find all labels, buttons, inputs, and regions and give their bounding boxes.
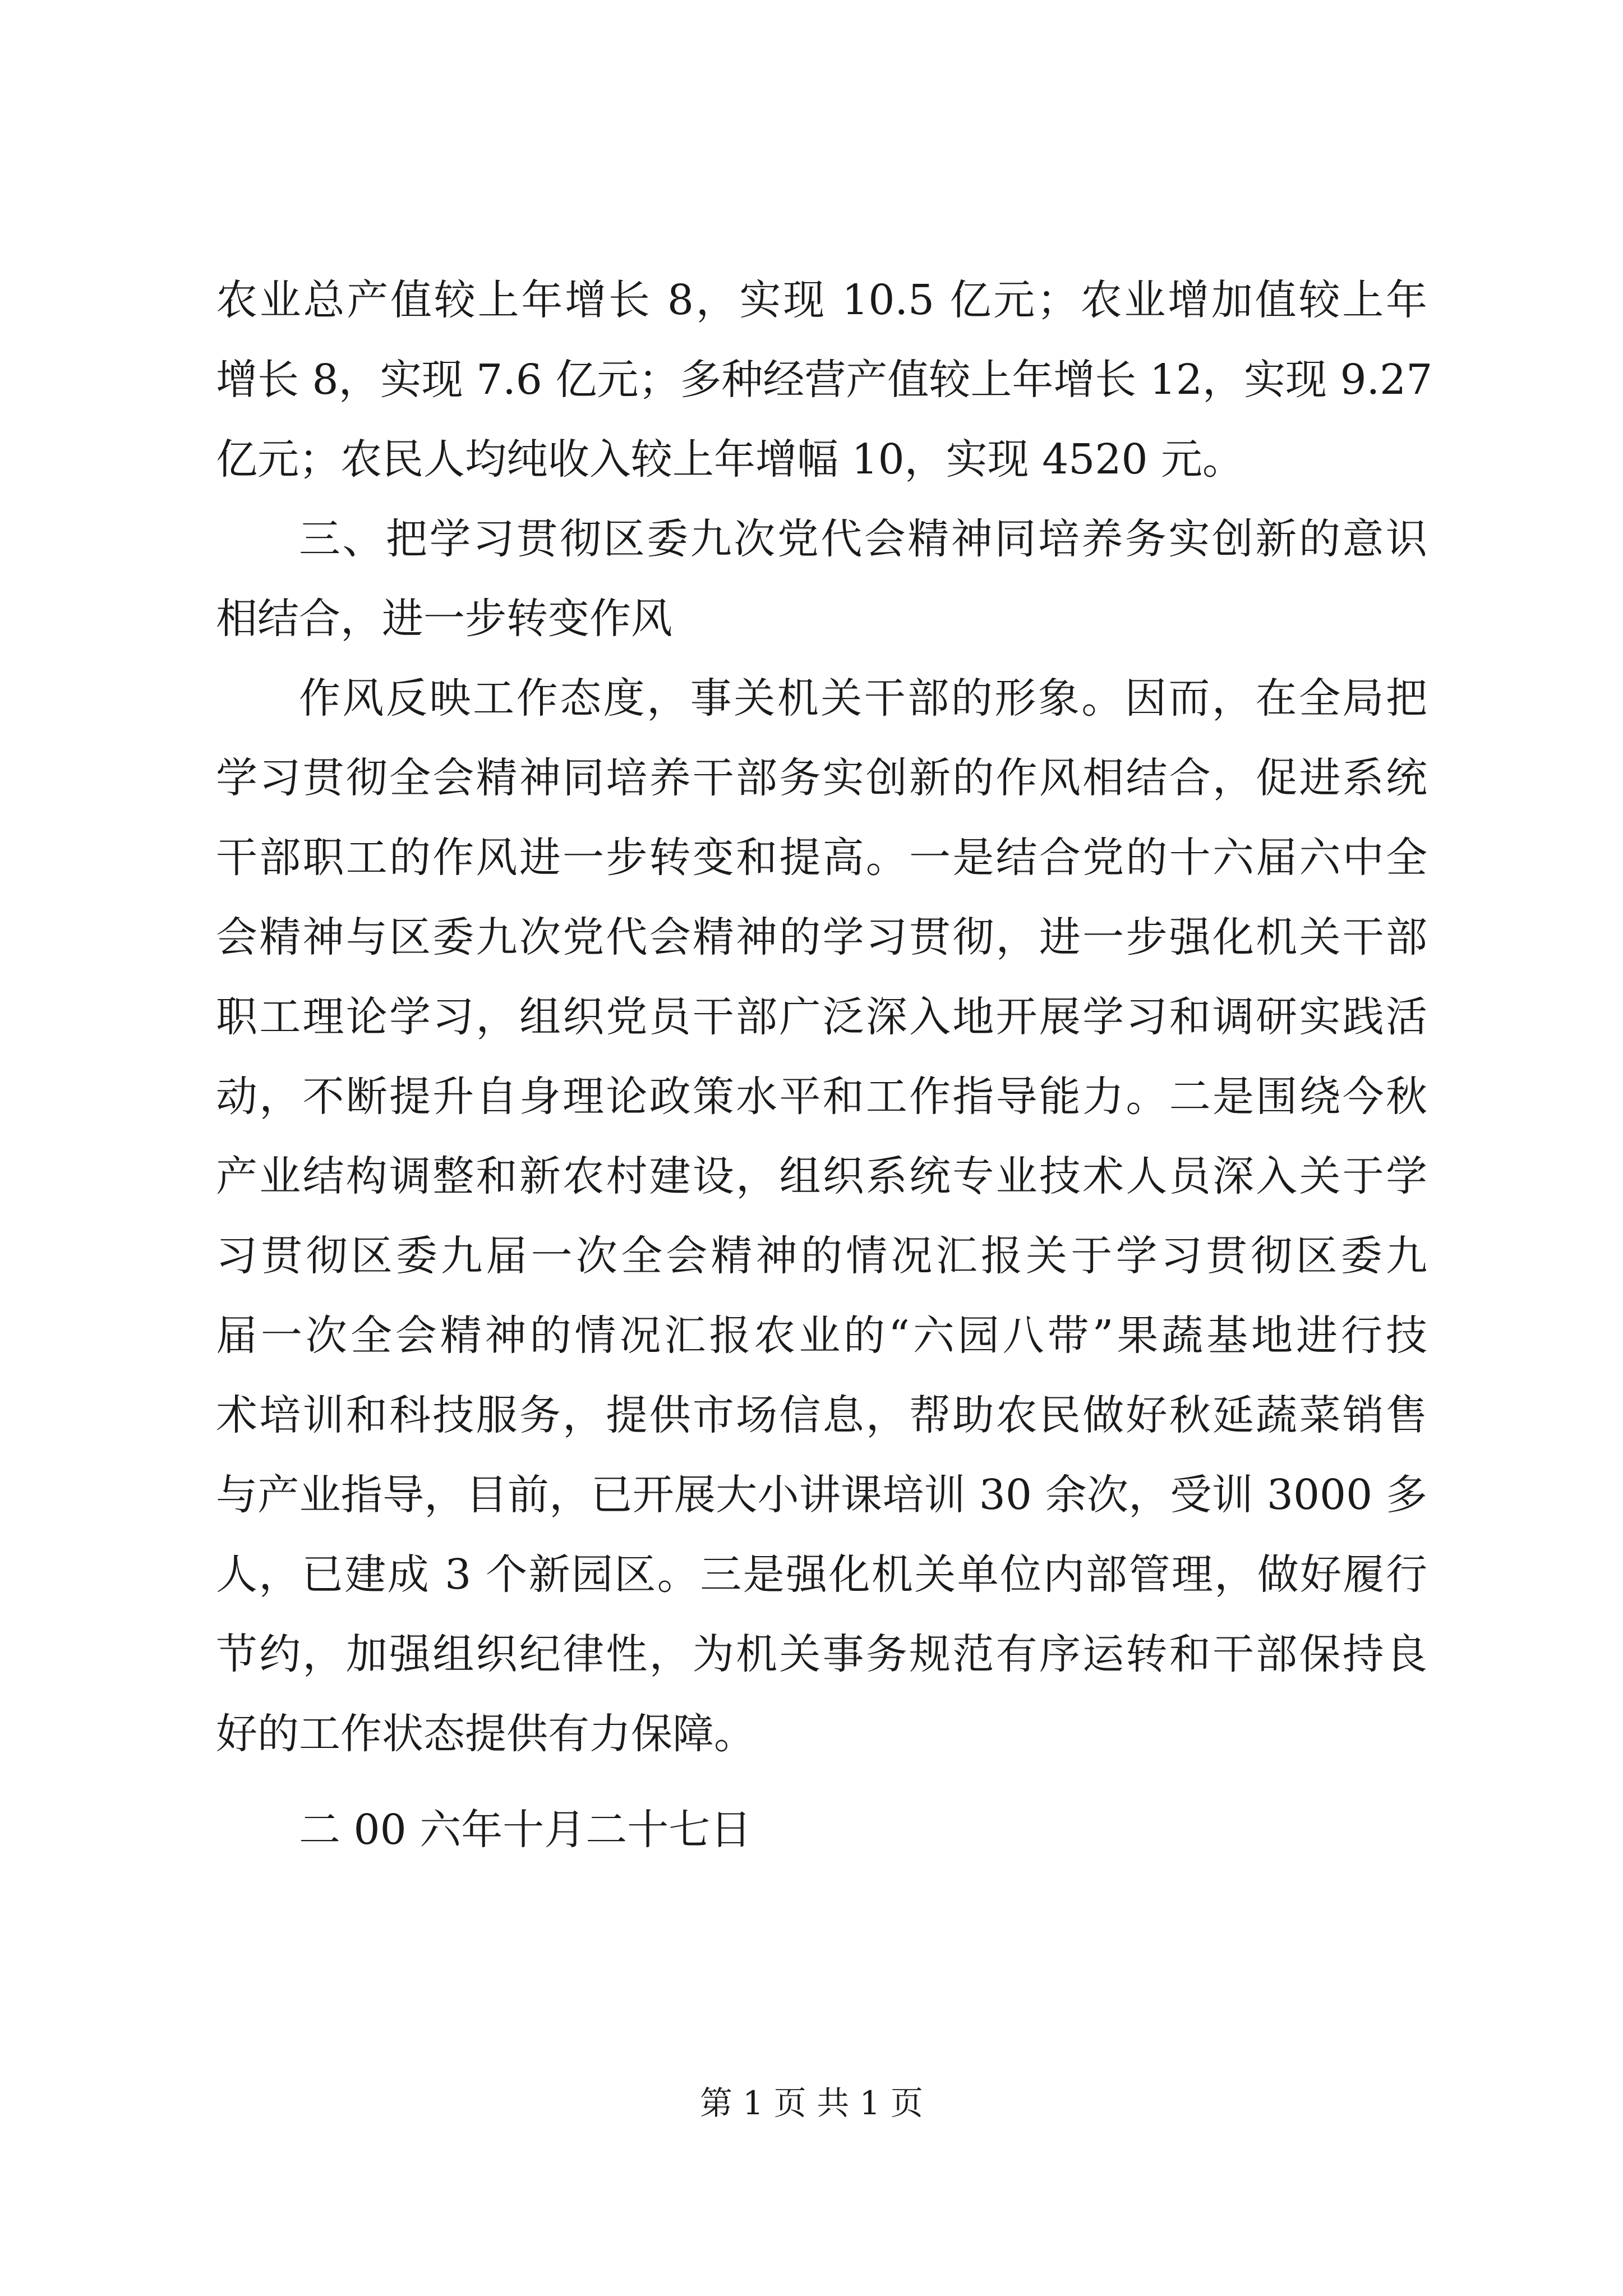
body-text-line: 增长 8，实现 7.6 亿元；多种经营产值较上年增长 12，实现 9.27 [216, 356, 1433, 404]
body-text-line: 会精神与区委九次党代会精神的学习贯彻，进一步强化机关干部 [216, 913, 1427, 961]
body-text-line: 动，不断提升自身理论政策水平和工作指导能力。二是围绕今秋 [216, 1073, 1427, 1121]
body-text-line: 作风反映工作态度，事关机关干部的形象。因而，在全局把 [299, 674, 1427, 723]
body-text-line: 学习贯彻全会精神同培养干部务实创新的作风相结合，促进系统 [216, 754, 1427, 802]
body-text-line: 节约，加强组织纪律性，为机关事务规范有序运转和干部保持良 [216, 1630, 1427, 1678]
body-text-line: 人，已建成 3 个新园区。三是强化机关单位内部管理，做好履行 [216, 1550, 1427, 1599]
body-text-line: 农业总产值较上年增长 8，实现 10.5 亿元；农业增加值较上年 [216, 276, 1427, 324]
body-text-line: 好的工作状态提供有力保障。 [216, 1710, 755, 1758]
body-text-line: 习贯彻区委九届一次全会精神的情况汇报关于学习贯彻区委九 [216, 1232, 1427, 1280]
body-text-line: 届一次全会精神的情况汇报农业的“六园八带”果蔬基地进行技 [216, 1312, 1427, 1360]
section-heading-line: 三、把学习贯彻区委九次党代会精神同培养务实创新的意识 [299, 515, 1427, 563]
section-heading-line: 相结合，进一步转变作风 [216, 595, 672, 643]
body-text-line: 职工理论学习，组织党员干部广泛深入地开展学习和调研实践活 [216, 993, 1427, 1041]
page-number-footer: 第 1 页 共 1 页 [700, 2084, 923, 2122]
body-text-line: 与产业指导，目前，已开展大小讲课培训 30 余次，受训 3000 多 [216, 1471, 1427, 1519]
body-text-line: 亿元；农民人均纯收入较上年增幅 10，实现 4520 元。 [216, 435, 1244, 484]
document-date: 二 00 六年十月二十七日 [299, 1806, 752, 1854]
body-text-line: 干部职工的作风进一步转变和提高。一是结合党的十六届六中全 [216, 834, 1427, 882]
body-text-line: 术培训和科技服务，提供市场信息，帮助农民做好秋延蔬菜销售 [216, 1391, 1427, 1439]
body-text-line: 产业结构调整和新农村建设，组织系统专业技术人员深入关于学 [216, 1152, 1427, 1200]
